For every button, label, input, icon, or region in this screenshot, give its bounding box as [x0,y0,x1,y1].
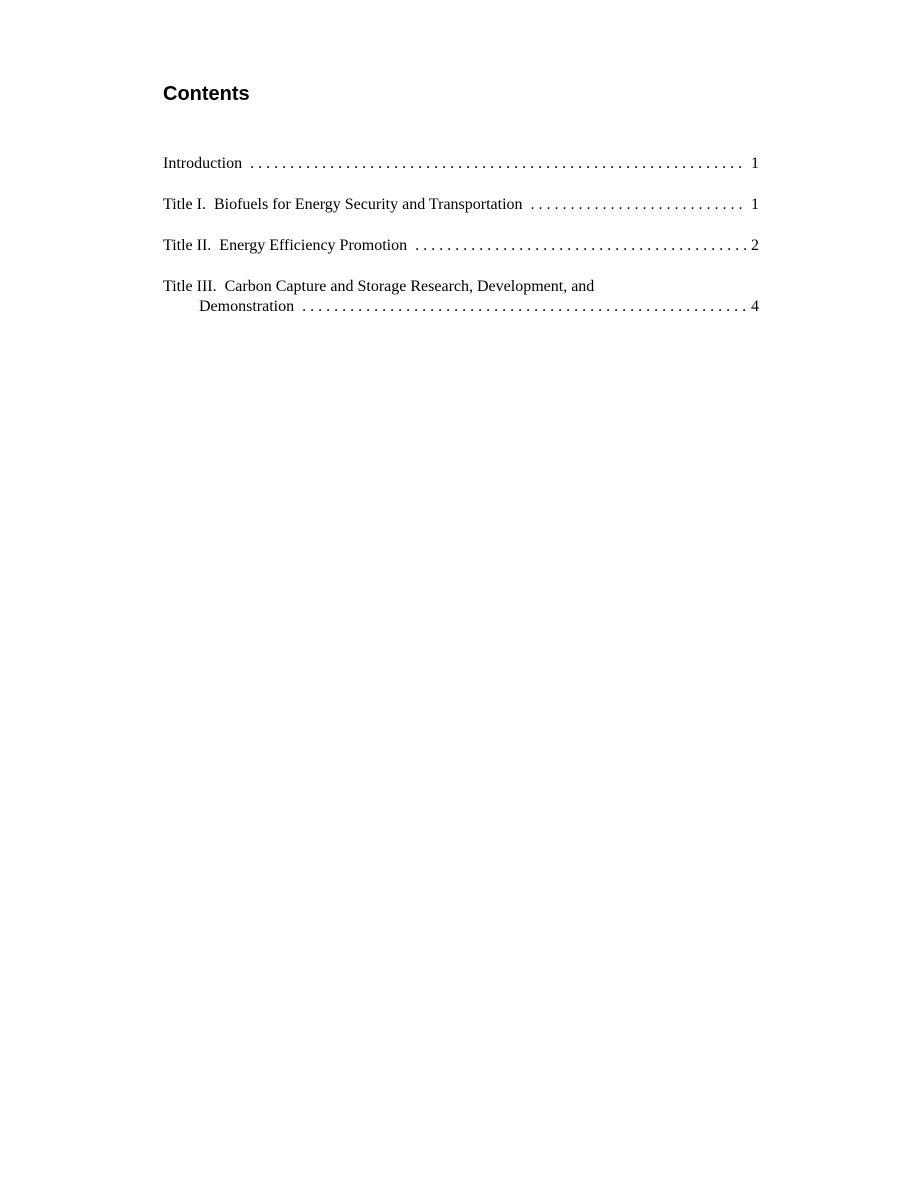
toc-line [163,154,759,174]
toc-entry-title: Title II. Energy Efficiency Promotion [163,237,408,254]
toc-line [163,195,759,215]
toc-entry-title-iii[interactable] [163,277,759,317]
toc-entry-title-line1: Title III. Carbon Capture and Storage Research, Development, and [163,278,595,295]
toc-entry-title: Introduction [163,155,243,172]
toc-entry-title-i[interactable] [163,195,759,215]
toc-page-number: 1 [751,155,759,172]
dot-leader [415,236,747,256]
toc-line [163,236,759,256]
toc-page-number: 2 [751,237,759,254]
table-of-contents [163,154,759,317]
dot-leader [250,154,747,174]
toc-entry-introduction[interactable] [163,154,759,174]
contents-heading: Contents [163,83,250,105]
toc-line [163,297,759,317]
document-page [163,80,759,338]
toc-entry-title-ii[interactable] [163,236,759,256]
toc-entry-title-line2: Demonstration [199,298,295,315]
dot-leader [531,195,747,215]
toc-page-number: 1 [751,196,759,213]
toc-entry-title: Title I. Biofuels for Energy Security and Transportation [163,196,523,213]
toc-page-number: 4 [751,298,759,315]
dot-leader [302,297,747,317]
